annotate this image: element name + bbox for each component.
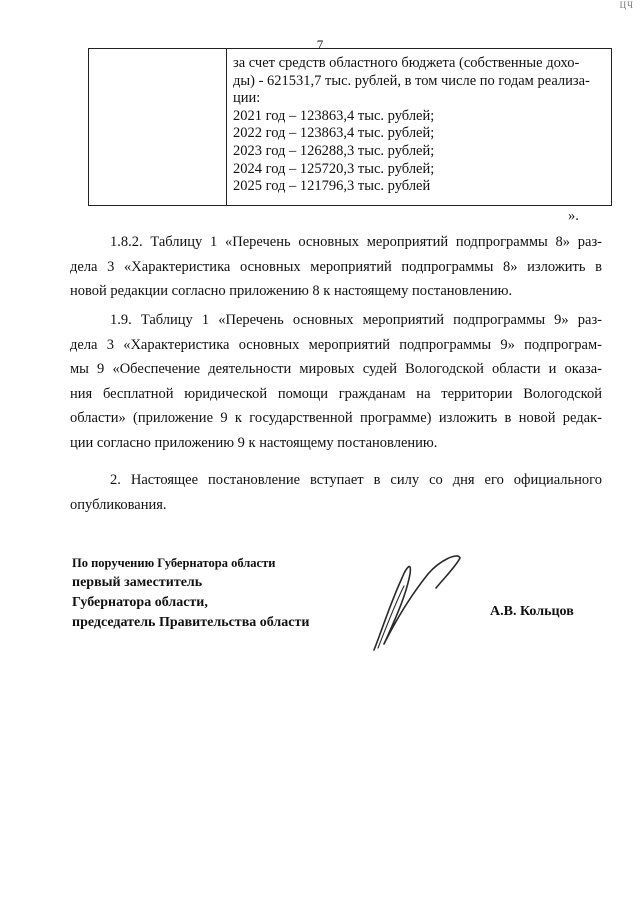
paragraph-line: новой редакции согласно приложению 8 к настоящему постановлению.: [70, 283, 513, 300]
signature-line: По поручению Губернатора области: [72, 556, 276, 570]
table-line: за счет средств областного бюджета (собственные дохо-: [233, 55, 580, 71]
paragraph-line: 1.8.2. Таблицу 1 «Перечень основных мероприятий подпрограммы 8» раз-: [110, 234, 602, 250]
paragraph-line: ции согласно приложению 9 к настоящему постановлению.: [70, 434, 438, 451]
paragraph-line: мы 9 «Обеспечение деятельности мировых судей Вологодской области и оказа-: [70, 361, 602, 378]
table-line: 2022 год – 123863,4 тыс. рублей;: [233, 125, 435, 142]
paragraph-1-8-2: [70, 230, 602, 304]
paragraph-line: ния бесплатной юридической помощи гражданам на территории Вологодской: [70, 385, 602, 402]
budget-table: [88, 48, 612, 206]
paragraph-line: опубликования.: [70, 496, 167, 513]
paragraph-line: 2. Настоящее постановление вступает в силу со дня его официального: [110, 472, 602, 488]
table-line: 2021 год – 123863,4 тыс. рублей;: [233, 107, 435, 124]
table-line: 2024 год – 125720,3 тыс. рублей;: [233, 160, 435, 177]
signature-line: председатель Правительства области: [72, 615, 310, 630]
paragraph-line: дела 3 «Характеристика основных мероприятий подпрограммы 8» изложить в: [70, 258, 602, 275]
closing-quote: ».: [568, 208, 579, 224]
table-funding-cell: [227, 49, 611, 205]
table-line: 2023 год – 126288,3 тыс. рублей;: [233, 142, 435, 159]
table-line: ции:: [233, 90, 261, 107]
signatory-name: А.В. Кольцов: [490, 604, 574, 619]
paragraph-line: области» (приложение 9 к государственной программе) изложить в новой редак-: [70, 410, 602, 427]
paragraph-line: дела 3 «Характеристика основных мероприятий подпрограммы 9» подпрограм-: [70, 336, 602, 353]
table-line: ды) - 621531,7 тыс. рублей, в том числе по годам реализа-: [233, 72, 590, 89]
paragraph-2: [70, 468, 602, 517]
paragraph-1-9: [70, 308, 602, 456]
handwritten-signature: [360, 548, 480, 658]
table-empty-cell: [89, 49, 227, 205]
paragraph-line: 1.9. Таблицу 1 «Перечень основных мероприятий подпрограммы 9» раз-: [110, 312, 602, 328]
page-number: 7: [316, 37, 324, 52]
signature-line: Губернатора области,: [72, 595, 208, 610]
signature-line: первый заместитель: [72, 575, 203, 590]
table-line: 2025 год – 121796,3 тыс. рублей: [233, 178, 431, 195]
signature-block: [72, 553, 309, 633]
corner-mark: ЦЧ: [619, 0, 634, 10]
